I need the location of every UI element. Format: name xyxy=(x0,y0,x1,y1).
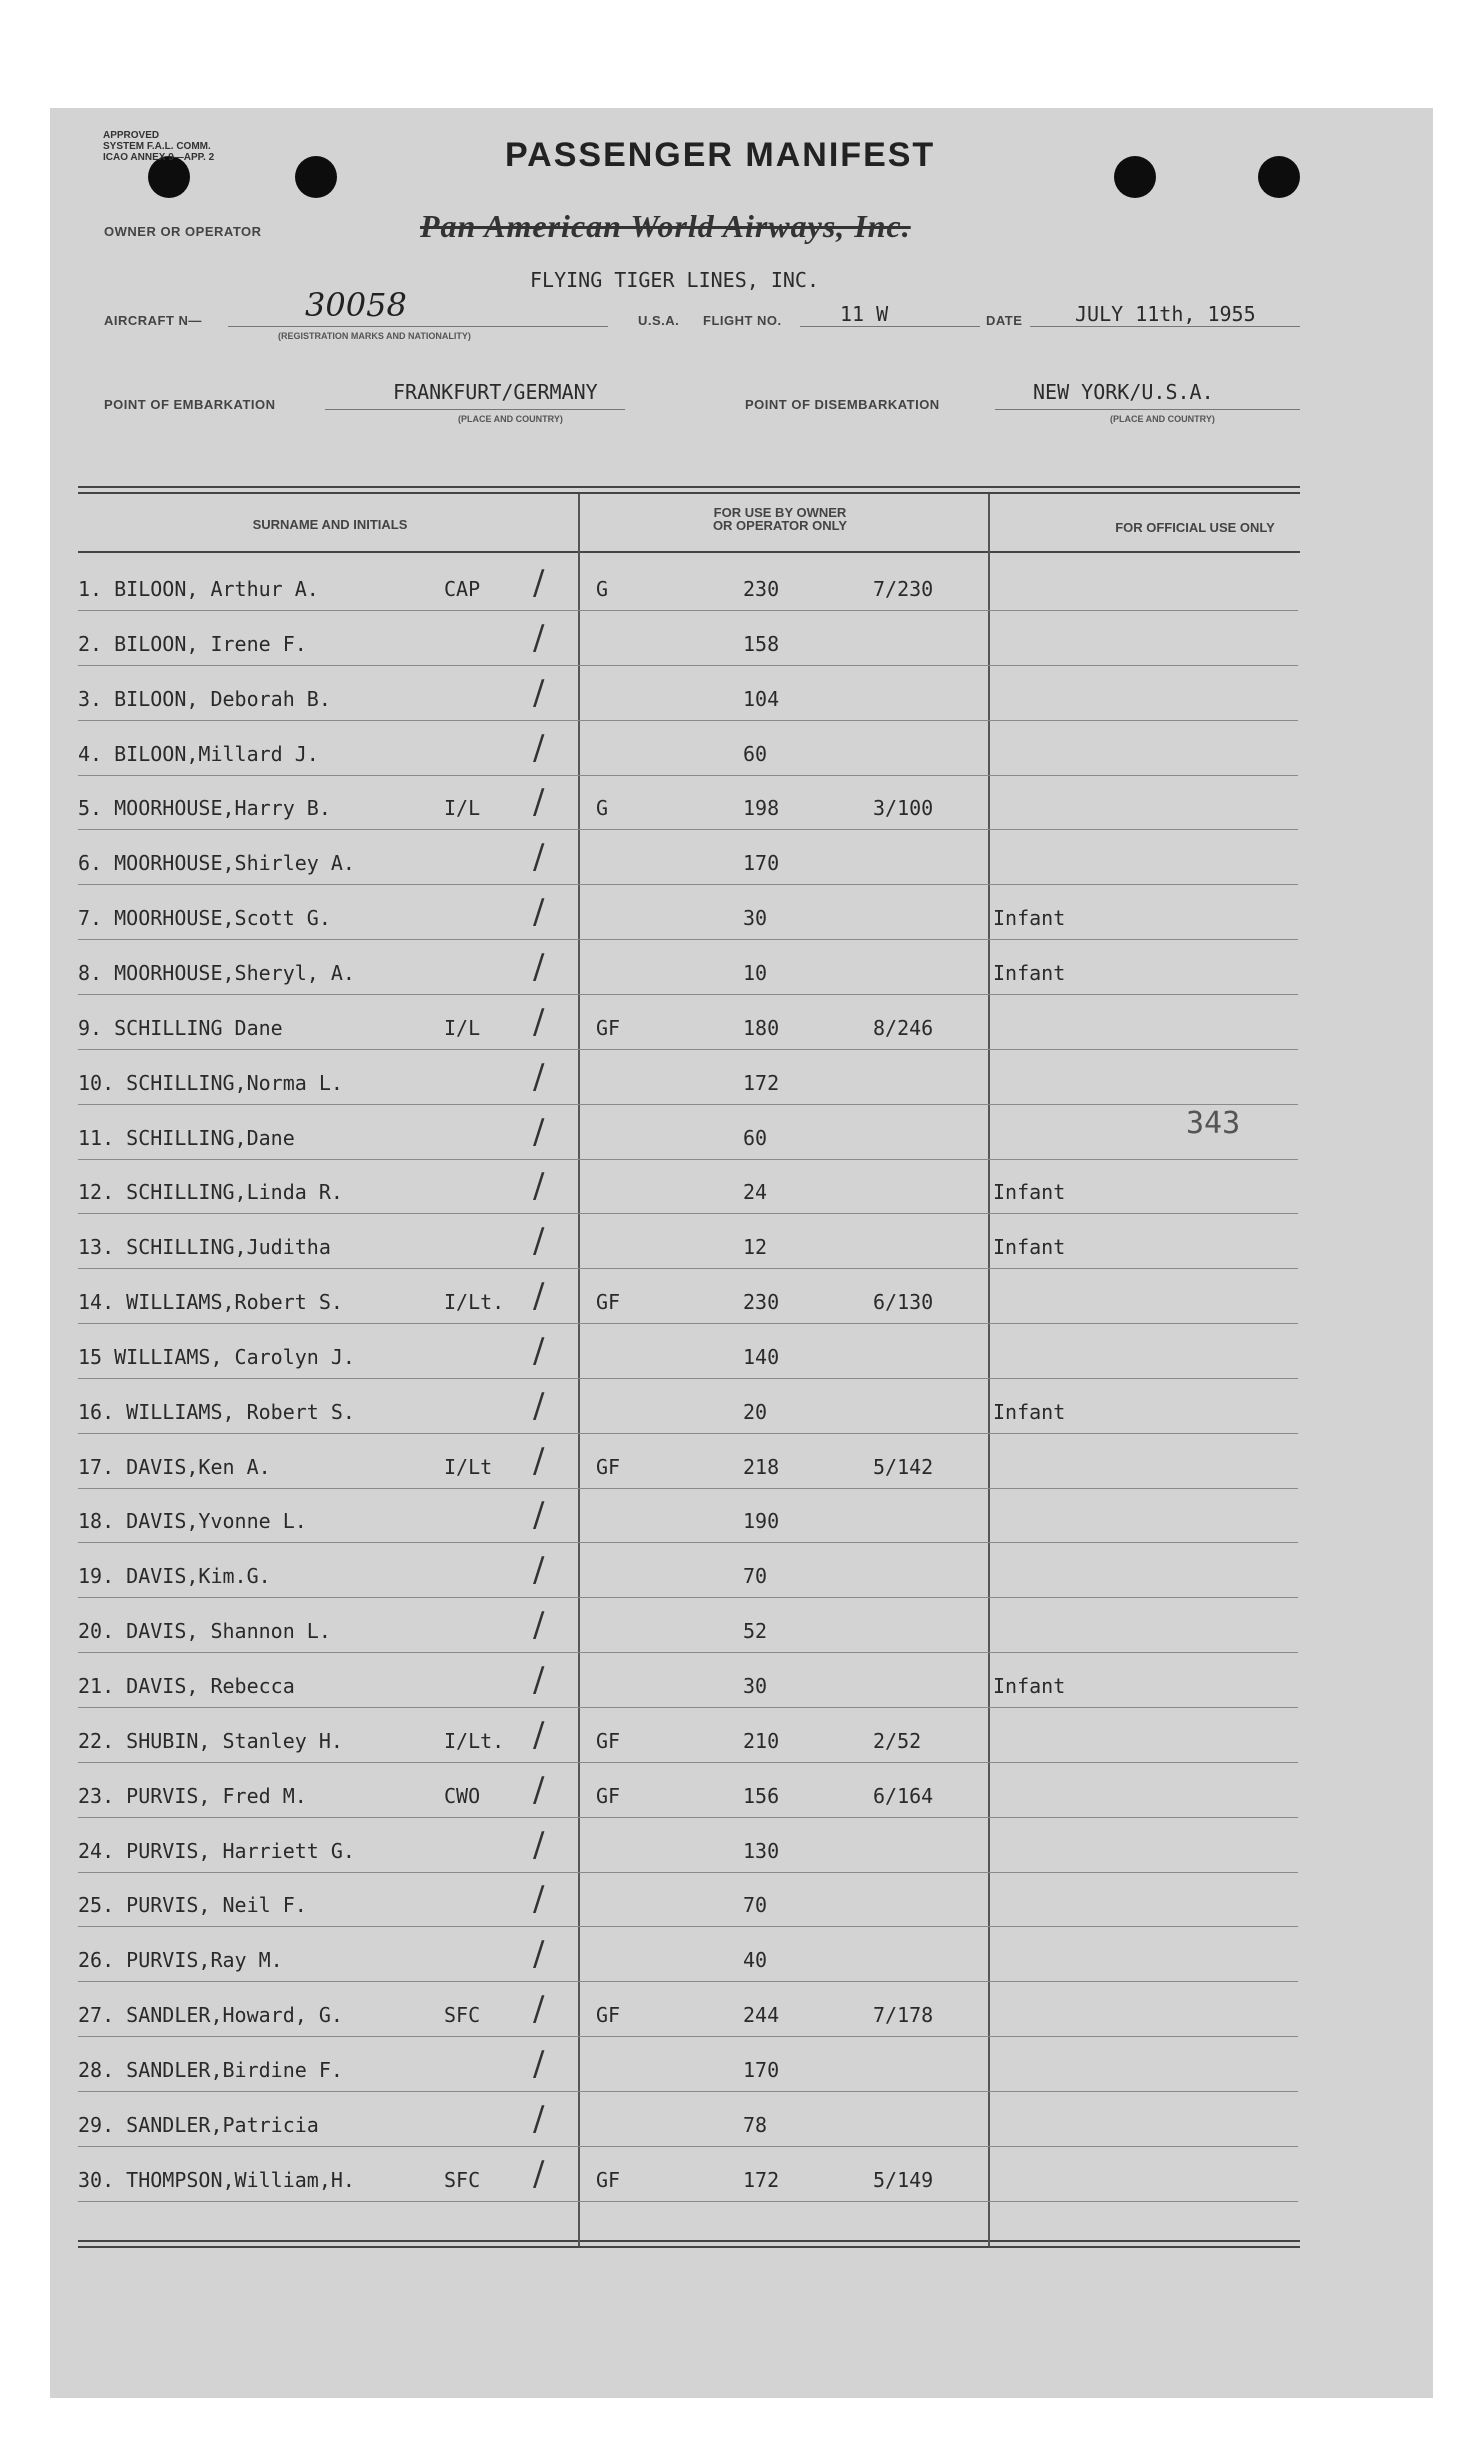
passenger-weight: 30 xyxy=(743,906,768,931)
table-row xyxy=(78,722,1298,776)
table-row xyxy=(78,1489,1298,1543)
passenger-rank: CWO xyxy=(444,1783,481,1808)
table-row xyxy=(78,1435,1298,1489)
usa-label: U.S.A. xyxy=(638,313,680,328)
passenger-name: 16. WILLIAMS, Robert S. xyxy=(78,1399,355,1424)
row-rule xyxy=(78,720,1298,721)
passenger-code: GF xyxy=(596,1290,621,1315)
passenger-rank: SFC xyxy=(444,2167,481,2192)
passenger-name: 14. WILLIAMS,Robert S. xyxy=(78,1290,343,1315)
passenger-rank: CAP xyxy=(444,577,481,601)
check-mark: / xyxy=(533,1056,545,1097)
row-rule xyxy=(78,2091,1298,2092)
passenger-weight: 158 xyxy=(743,631,780,656)
passenger-code: GF xyxy=(596,1454,621,1479)
passenger-code: GF xyxy=(596,1728,621,1753)
passenger-name: 26. PURVIS,Ray M. xyxy=(78,1948,283,1973)
baggage-count: 3/100 xyxy=(873,796,934,821)
passenger-name: 18. DAVIS,Yvonne L. xyxy=(78,1509,307,1534)
row-rule xyxy=(78,610,1298,611)
passenger-name: 5. MOORHOUSE,Harry B. xyxy=(78,796,331,821)
passenger-weight: 172 xyxy=(743,2167,780,2192)
check-mark: / xyxy=(533,1495,545,1536)
check-mark: / xyxy=(533,1111,545,1152)
passenger-weight: 156 xyxy=(743,1783,780,1808)
passenger-name: 23. PURVIS, Fred M. xyxy=(78,1783,307,1808)
row-rule xyxy=(78,1323,1298,1324)
aircraft-underline xyxy=(228,326,608,327)
check-mark: / xyxy=(533,837,545,878)
passenger-weight: 12 xyxy=(743,1235,768,1260)
row-rule xyxy=(78,665,1298,666)
passenger-weight: 244 xyxy=(743,2003,780,2028)
table-bottom-rule-2 xyxy=(78,2246,1300,2248)
table-row xyxy=(78,1325,1298,1379)
check-mark: / xyxy=(533,2098,545,2139)
date-underline xyxy=(1030,326,1300,327)
passenger-name: 28. SANDLER,Birdine F. xyxy=(78,2057,343,2082)
passenger-name: 2. BILOON, Irene F. xyxy=(78,631,307,656)
check-mark: / xyxy=(533,563,545,603)
passenger-name: 1. BILOON, Arthur A. xyxy=(78,577,319,601)
table-row xyxy=(78,831,1298,885)
owner-use-line: OR OPERATOR ONLY xyxy=(712,518,848,533)
check-mark: / xyxy=(533,617,545,658)
flight-label: FLIGHT NO. xyxy=(703,313,782,328)
passenger-name: 11. SCHILLING,Dane xyxy=(78,1125,295,1150)
row-rule xyxy=(78,1378,1298,1379)
page-title: PASSENGER MANIFEST xyxy=(505,136,936,174)
official-stamp-number: 343 xyxy=(1186,1106,1241,1141)
disembarkation-label: POINT OF DISEMBARKATION xyxy=(745,397,940,412)
passenger-name: 8. MOORHOUSE,Sheryl, A. xyxy=(78,960,355,985)
baggage-count: 5/142 xyxy=(873,1454,934,1479)
date-value: JULY 11th, 1955 xyxy=(1075,302,1256,326)
flight-number: 11 W xyxy=(840,302,889,326)
official-remark: Infant xyxy=(993,906,1066,931)
table-row xyxy=(78,1764,1298,1818)
check-mark: / xyxy=(533,2043,545,2084)
passenger-rank: SFC xyxy=(444,2003,481,2028)
check-mark: / xyxy=(533,1221,545,1262)
table-row xyxy=(78,2148,1298,2202)
row-rule xyxy=(78,1433,1298,1434)
place-caption: (PLACE AND COUNTRY) xyxy=(458,414,563,424)
table-row xyxy=(78,1819,1298,1873)
check-mark: / xyxy=(533,946,545,987)
passenger-weight: 130 xyxy=(743,1838,780,1863)
passenger-weight: 198 xyxy=(743,796,780,821)
row-rule xyxy=(78,2201,1298,2202)
check-mark: / xyxy=(533,2153,545,2194)
passenger-weight: 60 xyxy=(743,1125,768,1150)
check-mark: / xyxy=(533,782,545,823)
owner-use-header xyxy=(640,506,920,532)
check-mark: / xyxy=(533,892,545,933)
passenger-weight: 170 xyxy=(743,2057,780,2082)
operator-name: FLYING TIGER LINES, INC. xyxy=(530,268,819,292)
baggage-count: 7/178 xyxy=(873,2003,934,2028)
row-rule xyxy=(78,1159,1298,1160)
passenger-weight: 78 xyxy=(743,2112,768,2137)
table-row xyxy=(78,1544,1298,1598)
aircraft-number: 30058 xyxy=(305,286,407,324)
passenger-name: 17. DAVIS,Ken A. xyxy=(78,1454,271,1479)
table-row xyxy=(78,1380,1298,1434)
passenger-rank: I/Lt xyxy=(444,1454,493,1479)
approval-line: SYSTEM F.A.L. COMM. xyxy=(103,141,211,152)
passenger-code: GF xyxy=(596,1783,621,1808)
disembarkation-value: NEW YORK/U.S.A. xyxy=(1033,380,1214,404)
row-rule xyxy=(78,1049,1298,1050)
official-use-header: FOR OFFICIAL USE ONLY xyxy=(1115,520,1275,535)
table-row xyxy=(78,996,1298,1050)
check-mark: / xyxy=(533,1714,545,1755)
table-row xyxy=(78,1270,1298,1324)
table-row xyxy=(78,1709,1298,1763)
official-remark: Infant xyxy=(993,1674,1066,1698)
passenger-weight: 10 xyxy=(743,960,768,985)
table-bottom-rule xyxy=(78,2240,1300,2242)
check-mark: / xyxy=(533,1769,545,1810)
table-row xyxy=(78,1983,1298,2037)
passenger-weight: 172 xyxy=(743,1070,780,1095)
row-rule xyxy=(78,1597,1298,1598)
row-rule xyxy=(78,884,1298,885)
table-row xyxy=(78,776,1298,830)
row-rule xyxy=(78,1926,1298,1927)
owner-use-line: FOR USE BY OWNER xyxy=(713,505,847,520)
official-remark: Infant xyxy=(993,960,1066,985)
passenger-weight: 230 xyxy=(743,577,780,601)
check-mark: / xyxy=(533,1001,545,1042)
passenger-weight: 30 xyxy=(743,1674,768,1698)
passenger-name: 27. SANDLER,Howard, G. xyxy=(78,2003,343,2028)
passenger-weight: 218 xyxy=(743,1454,780,1479)
check-mark: / xyxy=(533,1385,545,1426)
check-mark: / xyxy=(533,1989,545,2030)
row-rule xyxy=(78,1652,1298,1653)
check-mark: / xyxy=(533,1330,545,1371)
row-rule xyxy=(78,1817,1298,1818)
passenger-weight: 40 xyxy=(743,1948,768,1973)
table-row xyxy=(78,612,1298,666)
table-row xyxy=(78,667,1298,721)
check-mark: / xyxy=(533,1440,545,1481)
passenger-name: 9. SCHILLING Dane xyxy=(78,1015,283,1040)
passenger-code: G xyxy=(596,796,609,821)
check-mark: / xyxy=(533,1166,545,1207)
header-bottom-rule xyxy=(78,551,1300,553)
baggage-count: 6/164 xyxy=(873,1783,934,1808)
passenger-weight: 170 xyxy=(743,851,780,876)
row-rule xyxy=(78,2036,1298,2037)
row-rule xyxy=(78,1762,1298,1763)
row-rule xyxy=(78,939,1298,940)
passenger-name: 13. SCHILLING,Juditha xyxy=(78,1235,331,1260)
passenger-code: GF xyxy=(596,2003,621,2028)
registration-caption: (REGISTRATION MARKS AND NATIONALITY) xyxy=(278,331,471,341)
passenger-name: 21. DAVIS, Rebecca xyxy=(78,1674,295,1698)
punch-hole xyxy=(295,156,337,198)
passenger-weight: 52 xyxy=(743,1619,768,1644)
approval-line: APPROVED xyxy=(103,130,160,141)
passenger-weight: 190 xyxy=(743,1509,780,1534)
approval-note xyxy=(103,130,214,163)
passenger-weight: 180 xyxy=(743,1015,780,1040)
official-remark: Infant xyxy=(993,1235,1066,1260)
table-row xyxy=(78,1215,1298,1269)
passenger-weight: 140 xyxy=(743,1344,780,1369)
embarkation-underline xyxy=(325,409,625,410)
surname-column-header: SURNAME AND INITIALS xyxy=(252,517,408,532)
table-row xyxy=(78,1599,1298,1653)
passenger-name: 15 WILLIAMS, Carolyn J. xyxy=(78,1344,355,1369)
passenger-name: 3. BILOON, Deborah B. xyxy=(78,686,331,711)
disembarkation-underline xyxy=(995,409,1300,410)
table-top-rule-2 xyxy=(78,492,1300,494)
check-mark: / xyxy=(533,1550,545,1591)
check-mark: / xyxy=(533,672,545,713)
embarkation-label: POINT OF EMBARKATION xyxy=(104,397,276,412)
passenger-name: 10. SCHILLING,Norma L. xyxy=(78,1070,343,1095)
table-row xyxy=(78,557,1298,611)
baggage-count: 5/149 xyxy=(873,2167,934,2192)
row-rule xyxy=(78,775,1298,776)
passenger-rank: I/L xyxy=(444,1015,481,1040)
row-rule xyxy=(78,1104,1298,1105)
row-rule xyxy=(78,2146,1298,2147)
passenger-weight: 24 xyxy=(743,1180,768,1205)
struck-company-name: Pan American World Airways, Inc. xyxy=(420,208,911,244)
place-caption-2: (PLACE AND COUNTRY) xyxy=(1110,414,1215,424)
row-rule xyxy=(78,1707,1298,1708)
table-row xyxy=(78,941,1298,995)
row-rule xyxy=(78,1488,1298,1489)
passenger-code: GF xyxy=(596,2167,621,2192)
row-rule xyxy=(78,1268,1298,1269)
table-row xyxy=(78,2093,1298,2147)
passenger-name: 19. DAVIS,Kim.G. xyxy=(78,1564,271,1589)
passenger-code: G xyxy=(596,577,609,601)
passenger-name: 29. SANDLER,Patricia xyxy=(78,2112,319,2137)
row-rule xyxy=(78,829,1298,830)
passenger-name: 12. SCHILLING,Linda R. xyxy=(78,1180,343,1205)
baggage-count: 6/130 xyxy=(873,1290,934,1315)
passenger-code: GF xyxy=(596,1015,621,1040)
passenger-name: 30. THOMPSON,William,H. xyxy=(78,2167,355,2192)
passenger-weight: 104 xyxy=(743,686,780,711)
flight-underline xyxy=(800,326,980,327)
row-rule xyxy=(78,1542,1298,1543)
table-row xyxy=(78,1654,1298,1708)
baggage-count: 7/230 xyxy=(873,577,934,601)
aircraft-label: AIRCRAFT N— xyxy=(104,313,202,328)
passenger-weight: 60 xyxy=(743,741,768,766)
passenger-weight: 70 xyxy=(743,1893,768,1918)
passenger-name: 20. DAVIS, Shannon L. xyxy=(78,1619,331,1644)
check-mark: / xyxy=(533,1934,545,1975)
table-row xyxy=(78,1106,1298,1160)
passenger-rank: I/Lt. xyxy=(444,1290,505,1315)
row-rule xyxy=(78,1213,1298,1214)
passenger-name: 25. PURVIS, Neil F. xyxy=(78,1893,307,1918)
check-mark: / xyxy=(533,1824,545,1865)
passenger-name: 4. BILOON,Millard J. xyxy=(78,741,319,766)
check-mark: / xyxy=(533,1660,545,1700)
date-label: DATE xyxy=(986,313,1023,328)
punch-hole xyxy=(1258,156,1300,198)
table-row xyxy=(78,1051,1298,1105)
table-row xyxy=(78,1160,1298,1214)
embarkation-value: FRANKFURT/GERMANY xyxy=(393,380,598,404)
table-top-rule xyxy=(78,486,1300,488)
owner-label: OWNER OR OPERATOR xyxy=(104,224,262,239)
check-mark: / xyxy=(533,1879,545,1920)
baggage-count: 2/52 xyxy=(873,1728,922,1753)
approval-line: ICAO ANNEX 9—APP. 2 xyxy=(103,152,215,163)
row-rule xyxy=(78,994,1298,995)
passenger-name: 7. MOORHOUSE,Scott G. xyxy=(78,906,331,931)
row-rule xyxy=(78,1981,1298,1982)
passenger-weight: 210 xyxy=(743,1728,780,1753)
passenger-rank: I/L xyxy=(444,796,481,821)
passenger-weight: 230 xyxy=(743,1290,780,1315)
passenger-rank: I/Lt. xyxy=(444,1728,505,1753)
passenger-name: 24. PURVIS, Harriett G. xyxy=(78,1838,355,1863)
official-remark: Infant xyxy=(993,1399,1066,1424)
passenger-name: 6. MOORHOUSE,Shirley A. xyxy=(78,851,355,876)
official-remark: Infant xyxy=(993,1180,1066,1205)
row-rule xyxy=(78,1872,1298,1873)
check-mark: / xyxy=(533,1276,545,1317)
baggage-count: 8/246 xyxy=(873,1015,934,1040)
table-row xyxy=(78,1928,1298,1982)
passenger-weight: 20 xyxy=(743,1399,768,1424)
passenger-name: 22. SHUBIN, Stanley H. xyxy=(78,1728,343,1753)
table-row xyxy=(78,1873,1298,1927)
passenger-weight: 70 xyxy=(743,1564,768,1589)
table-row xyxy=(78,2038,1298,2092)
punch-hole xyxy=(1114,156,1156,198)
check-mark: / xyxy=(533,1605,545,1646)
check-mark: / xyxy=(533,727,545,768)
table-row xyxy=(78,886,1298,940)
